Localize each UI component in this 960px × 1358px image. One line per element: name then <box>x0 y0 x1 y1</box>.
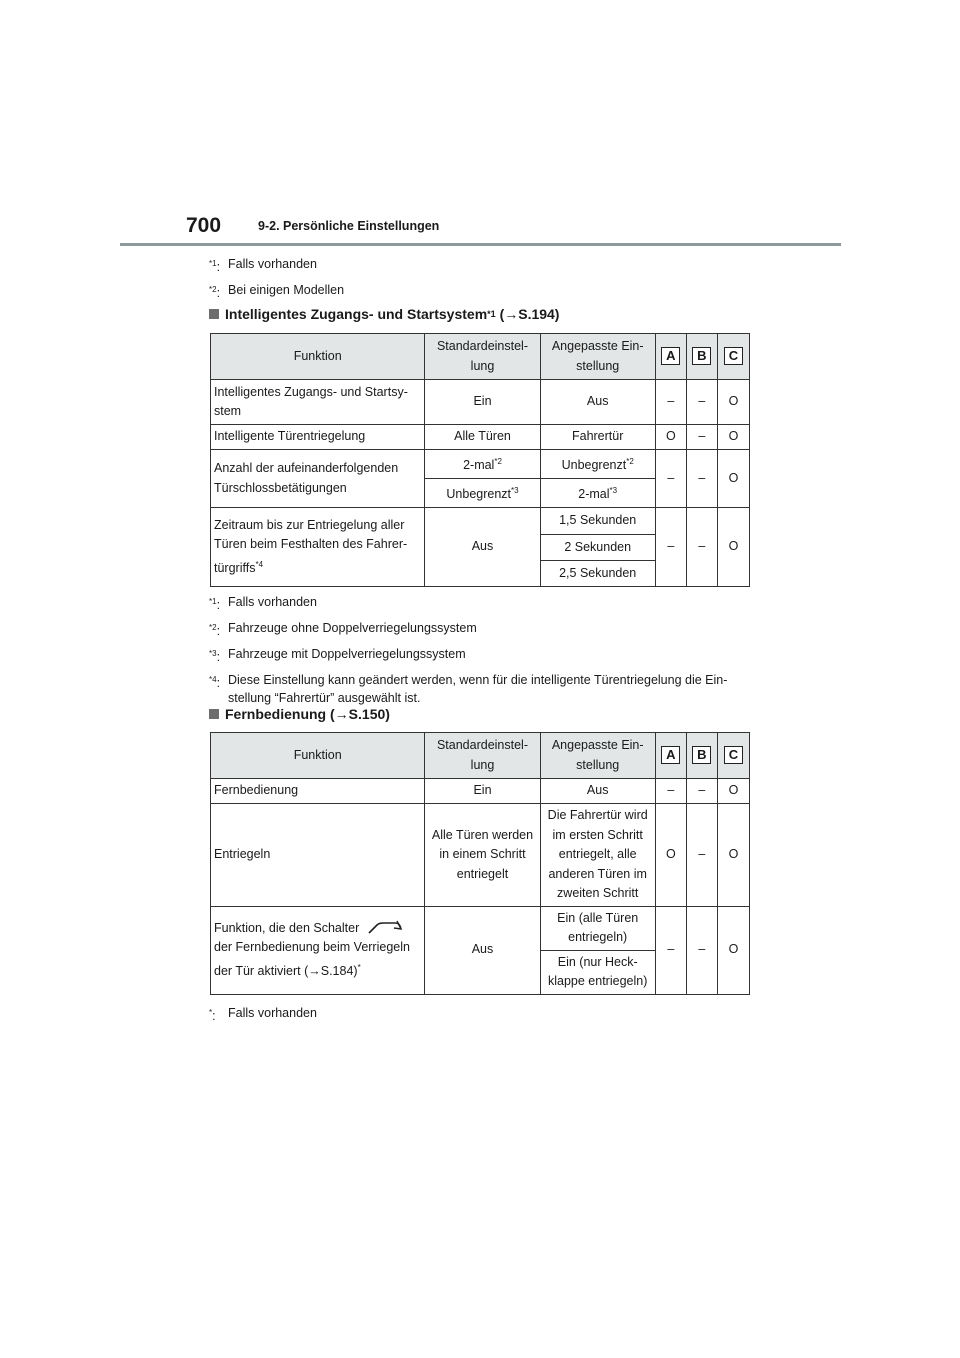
section-heading-smart-entry: Intelligentes Zugangs- und Startsystem *1 (→S.194) <box>209 306 559 322</box>
table-row: Zeitraum bis zur Entriegelung aller Türen beim Festhalten des Fahrer-türgriffs$^{*4}$ Aus 1,5 Sekunden – – O <box>211 508 750 535</box>
col-header: A <box>655 733 686 779</box>
table-smart-entry <box>210 333 750 587</box>
table-row: Ein (nur Heck-klappe entriegeln) <box>211 950 750 994</box>
header-rule <box>120 243 841 246</box>
col-header: C <box>717 334 749 380</box>
tailgate-switch-icon <box>367 919 403 937</box>
footnote: *: Falls vorhanden <box>209 1006 317 1024</box>
footnote: $^{*2}$: Bei einigen Modellen <box>209 283 345 301</box>
table-row: Entriegeln Alle Türen werden in einem Schritt entriegelt Die Fahrertür wird im ersten Schritt entriegelt, alle anderen Türen im zweiten Schritt O – O <box>211 804 750 907</box>
section-heading-remote: Fernbedienung (→S.150) <box>209 706 390 722</box>
table-row: Intelligente Türentriegelung Alle Türen Fahrertür O – O <box>211 425 750 450</box>
col-header: Angepasste Ein-stellung <box>540 733 655 779</box>
col-header: B <box>686 733 717 779</box>
col-header: B <box>686 334 717 380</box>
section-title: 9-2. Persönliche Einstellungen <box>258 219 440 233</box>
table-row: Funktion, die den Schalter der Fernbedienung beim Verriegeln der Tür aktiviert (→S.184)* Aus Ein (alle Türen entriegeln) – – O <box>211 906 750 950</box>
footnote: $^{*1}$: Falls vorhanden <box>209 257 317 275</box>
table-row: 2,5 Sekunden <box>211 561 750 587</box>
footnote: $^{*2}$: Fahrzeuge ohne Doppelverriegelungssystem <box>209 621 477 639</box>
col-header: Funktion <box>211 334 425 380</box>
table-row: Unbegrenzt$^{*3}$ 2-mal$^{*3}$ <box>211 479 750 508</box>
table-row: 2 Sekunden <box>211 535 750 561</box>
col-header: A <box>655 334 686 380</box>
col-header: Standardeinstel-lung <box>425 733 540 779</box>
table-row: Fernbedienung Ein Aus – – O <box>211 779 750 804</box>
col-header: Standardeinstel-lung <box>425 334 540 380</box>
table-row: Intelligentes Zugangs- und Startsy-stem Ein Aus – – O <box>211 380 750 425</box>
footnotes-smart-entry <box>209 593 748 712</box>
col-header: Funktion <box>211 733 425 779</box>
table-remote <box>210 732 750 995</box>
col-header: C <box>717 733 749 779</box>
page-number: 700 <box>186 214 222 237</box>
col-header: Angepasste Ein-stellung <box>540 334 655 380</box>
square-bullet-icon <box>209 709 219 719</box>
footnote: $^{*1}$: Falls vorhanden <box>209 595 317 613</box>
footnotes-remote <box>209 1004 748 1030</box>
footnote: $^{*4}$: Diese Einstellung kann geändert werden, wenn für die intelligente Türentriegelung die Ein-stellung “Fahrertür” ausgewählt ist. <box>209 673 728 706</box>
footnote: $^{*3}$: Fahrzeuge mit Doppelverriegelungssystem <box>209 647 466 665</box>
table-row: Anzahl der aufeinanderfolgenden Türschlossbetätigungen 2-mal$^{*2}$ Unbegrenzt$^{*2}$ – – O <box>211 450 750 479</box>
footnotes-top <box>209 255 748 307</box>
square-bullet-icon <box>209 309 219 319</box>
